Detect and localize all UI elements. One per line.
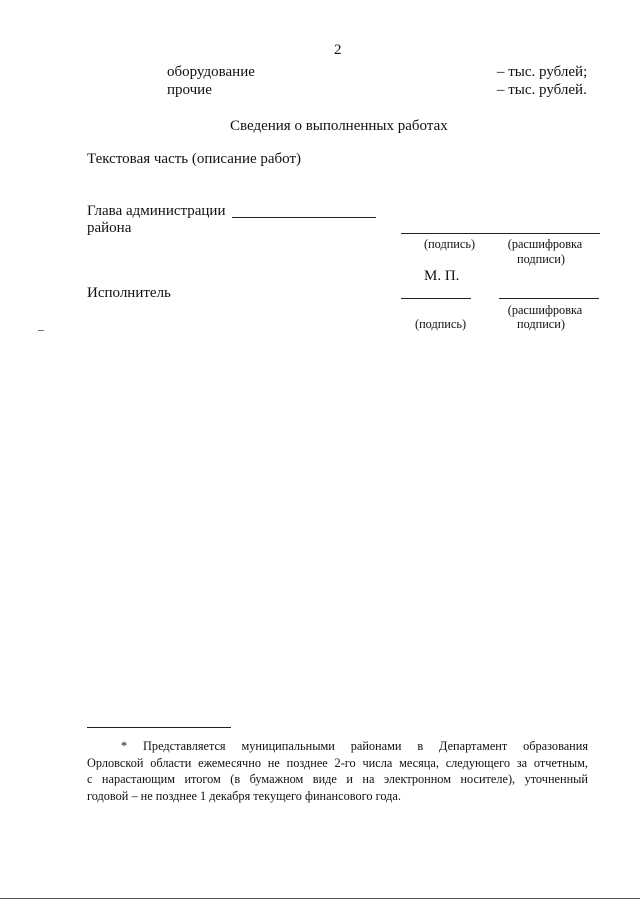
executor-signature-caption: (подпись) — [415, 317, 467, 331]
page-number: 2 — [334, 42, 342, 58]
head-signature-underline — [232, 217, 376, 218]
text-part-label: Текстовая часть (описание работ) — [87, 151, 302, 167]
head-title-line1: Глава администрации — [87, 203, 226, 219]
executor-decode-caption-2: подписи) — [517, 317, 565, 331]
head-decode-caption-2: подписи) — [517, 252, 565, 266]
expense-label-equipment: оборудование — [167, 64, 255, 80]
executor-signature-line — [401, 298, 471, 299]
section-title: Сведения о выполненных работах — [230, 118, 448, 134]
footnote-line-4: годовой – не позднее 1 декабря текущего финансового года. — [87, 788, 401, 803]
footnote-line-3: с нарастающим итогом (в бумажном виде и на электронном носителе), уточненный — [87, 772, 588, 786]
footnote-separator — [87, 727, 231, 728]
head-signature-line — [401, 233, 600, 234]
margin-mark — [38, 330, 44, 331]
footnote — [87, 738, 588, 804]
executor-label: Исполнитель — [87, 285, 171, 301]
footnote-line-2: Орловской области ежемесячно не позднее 2-го числа месяца, следующего за отчетным, — [87, 755, 588, 770]
stamp-placeholder: М. П. — [424, 268, 460, 284]
head-title-line2: района — [87, 220, 132, 236]
footnote-line-1: * Представляется муниципальными районами в Департамент образования — [121, 739, 588, 753]
head-signature-caption: (подпись) — [424, 237, 476, 251]
head-decode-caption-1: (расшифровка — [507, 237, 583, 251]
expense-label-other: прочие — [167, 82, 212, 98]
executor-decode-caption-1: (расшифровка — [507, 303, 583, 317]
expense-value-equipment: – тыс. рублей; — [497, 64, 588, 80]
expense-value-other: – тыс. рублей. — [497, 82, 587, 98]
executor-decode-line — [499, 298, 599, 299]
page-bottom-edge — [0, 898, 640, 899]
